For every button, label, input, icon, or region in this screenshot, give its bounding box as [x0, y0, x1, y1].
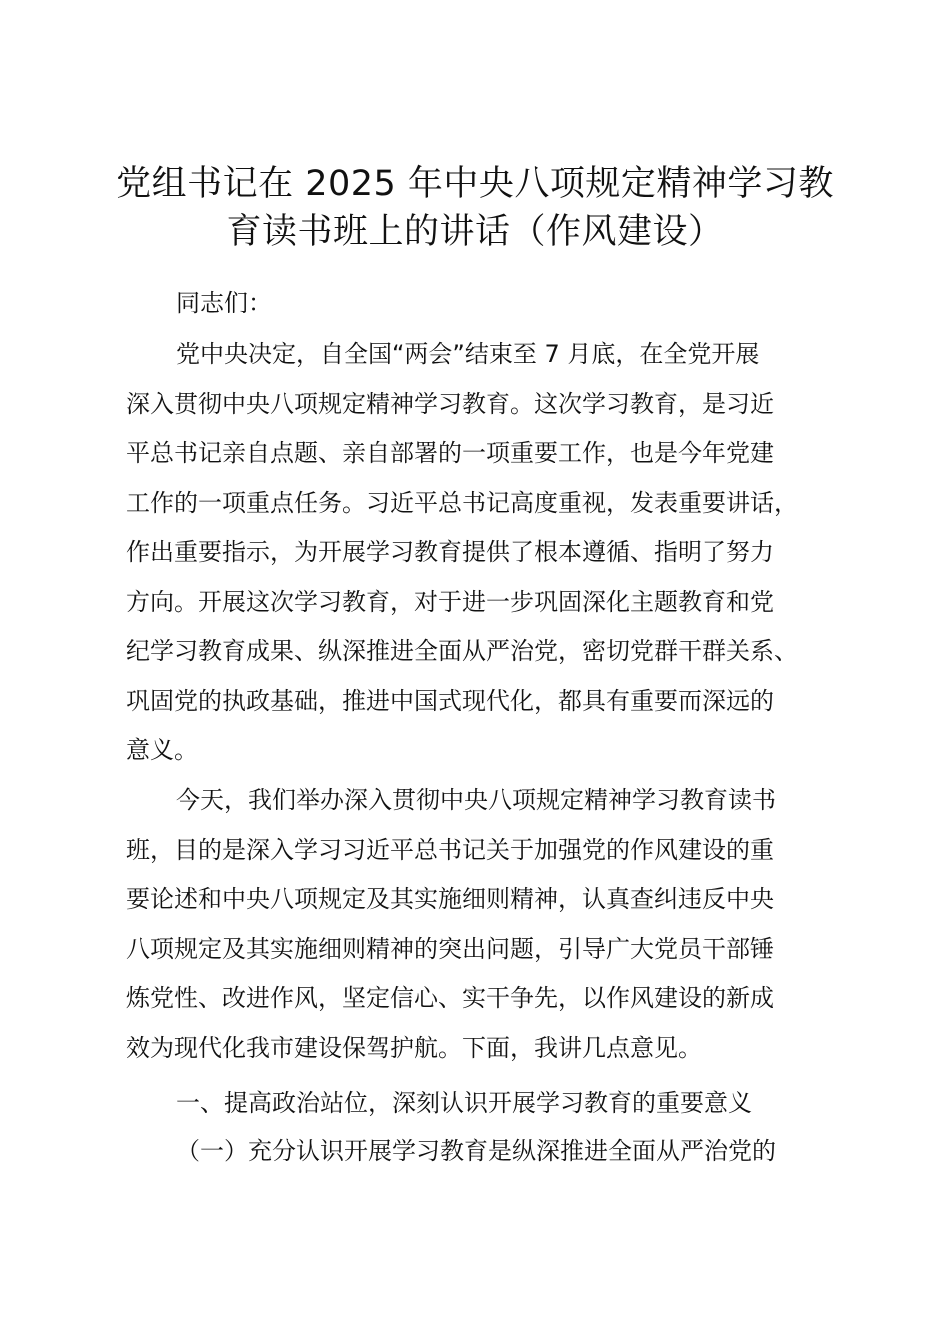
- paragraph-line: 深入贯彻中央八项规定精神学习教育。这次学习教育，是习近: [126, 389, 774, 418]
- title-line: 育读书班上的讲话（作风建设）: [226, 212, 724, 252]
- paragraph-line: 今天，我们举办深入贯彻中央八项规定精神学习教育读书: [176, 786, 776, 814]
- paragraph-line: 作出重要指示，为开展学习教育提供了根本遵循、指明了努力: [126, 538, 774, 566]
- subsection-heading: （一）充分认识开展学习教育是纵深推进全面从严治党的: [176, 1137, 776, 1165]
- paragraph-1: [126, 330, 846, 776]
- paragraph-line: 效为现代化我市建设保驾护航。下面，我讲几点意见。: [126, 1033, 702, 1062]
- paragraph-line: 党中央决定，自全国“两会”结束至 7 月底，在全党开展: [176, 340, 760, 368]
- paragraph-line: 工作的一项重点任务。习近平总书记高度重视，发表重要讲话，: [126, 488, 798, 517]
- paragraph-line: 要论述和中央八项规定及其实施细则精神，认真查纠违反中央: [126, 885, 774, 913]
- section-heading: 一、提高政治站位，深刻认识开展学习教育的重要意义: [176, 1089, 752, 1117]
- paragraph-line: 意义。: [126, 736, 198, 764]
- document-title: [110, 160, 840, 256]
- paragraph-line: 八项规定及其实施细则精神的突出问题，引导广大党员干部锤: [126, 934, 774, 963]
- salutation: 同志们：: [176, 289, 272, 317]
- paragraph-2: [126, 776, 846, 1073]
- paragraph-line: 巩固党的执政基础，推进中国式现代化，都具有重要而深远的: [126, 686, 774, 715]
- title-line: 党组书记在 2025 年中央八项规定精神学习教: [116, 164, 834, 204]
- paragraph-line: 纪学习教育成果、纵深推进全面从严治党，密切党群干群关系、: [126, 637, 798, 665]
- paragraph-line: 炼党性、改进作风，坚定信心、实干争先，以作风建设的新成: [126, 984, 774, 1012]
- paragraph-line: 班，目的是深入学习习近平总书记关于加强党的作风建设的重: [126, 835, 774, 864]
- paragraph-line: 方向。开展这次学习教育，对于进一步巩固深化主题教育和党: [126, 587, 774, 616]
- paragraph-line: 平总书记亲自点题、亲自部署的一项重要工作，也是今年党建: [126, 439, 774, 467]
